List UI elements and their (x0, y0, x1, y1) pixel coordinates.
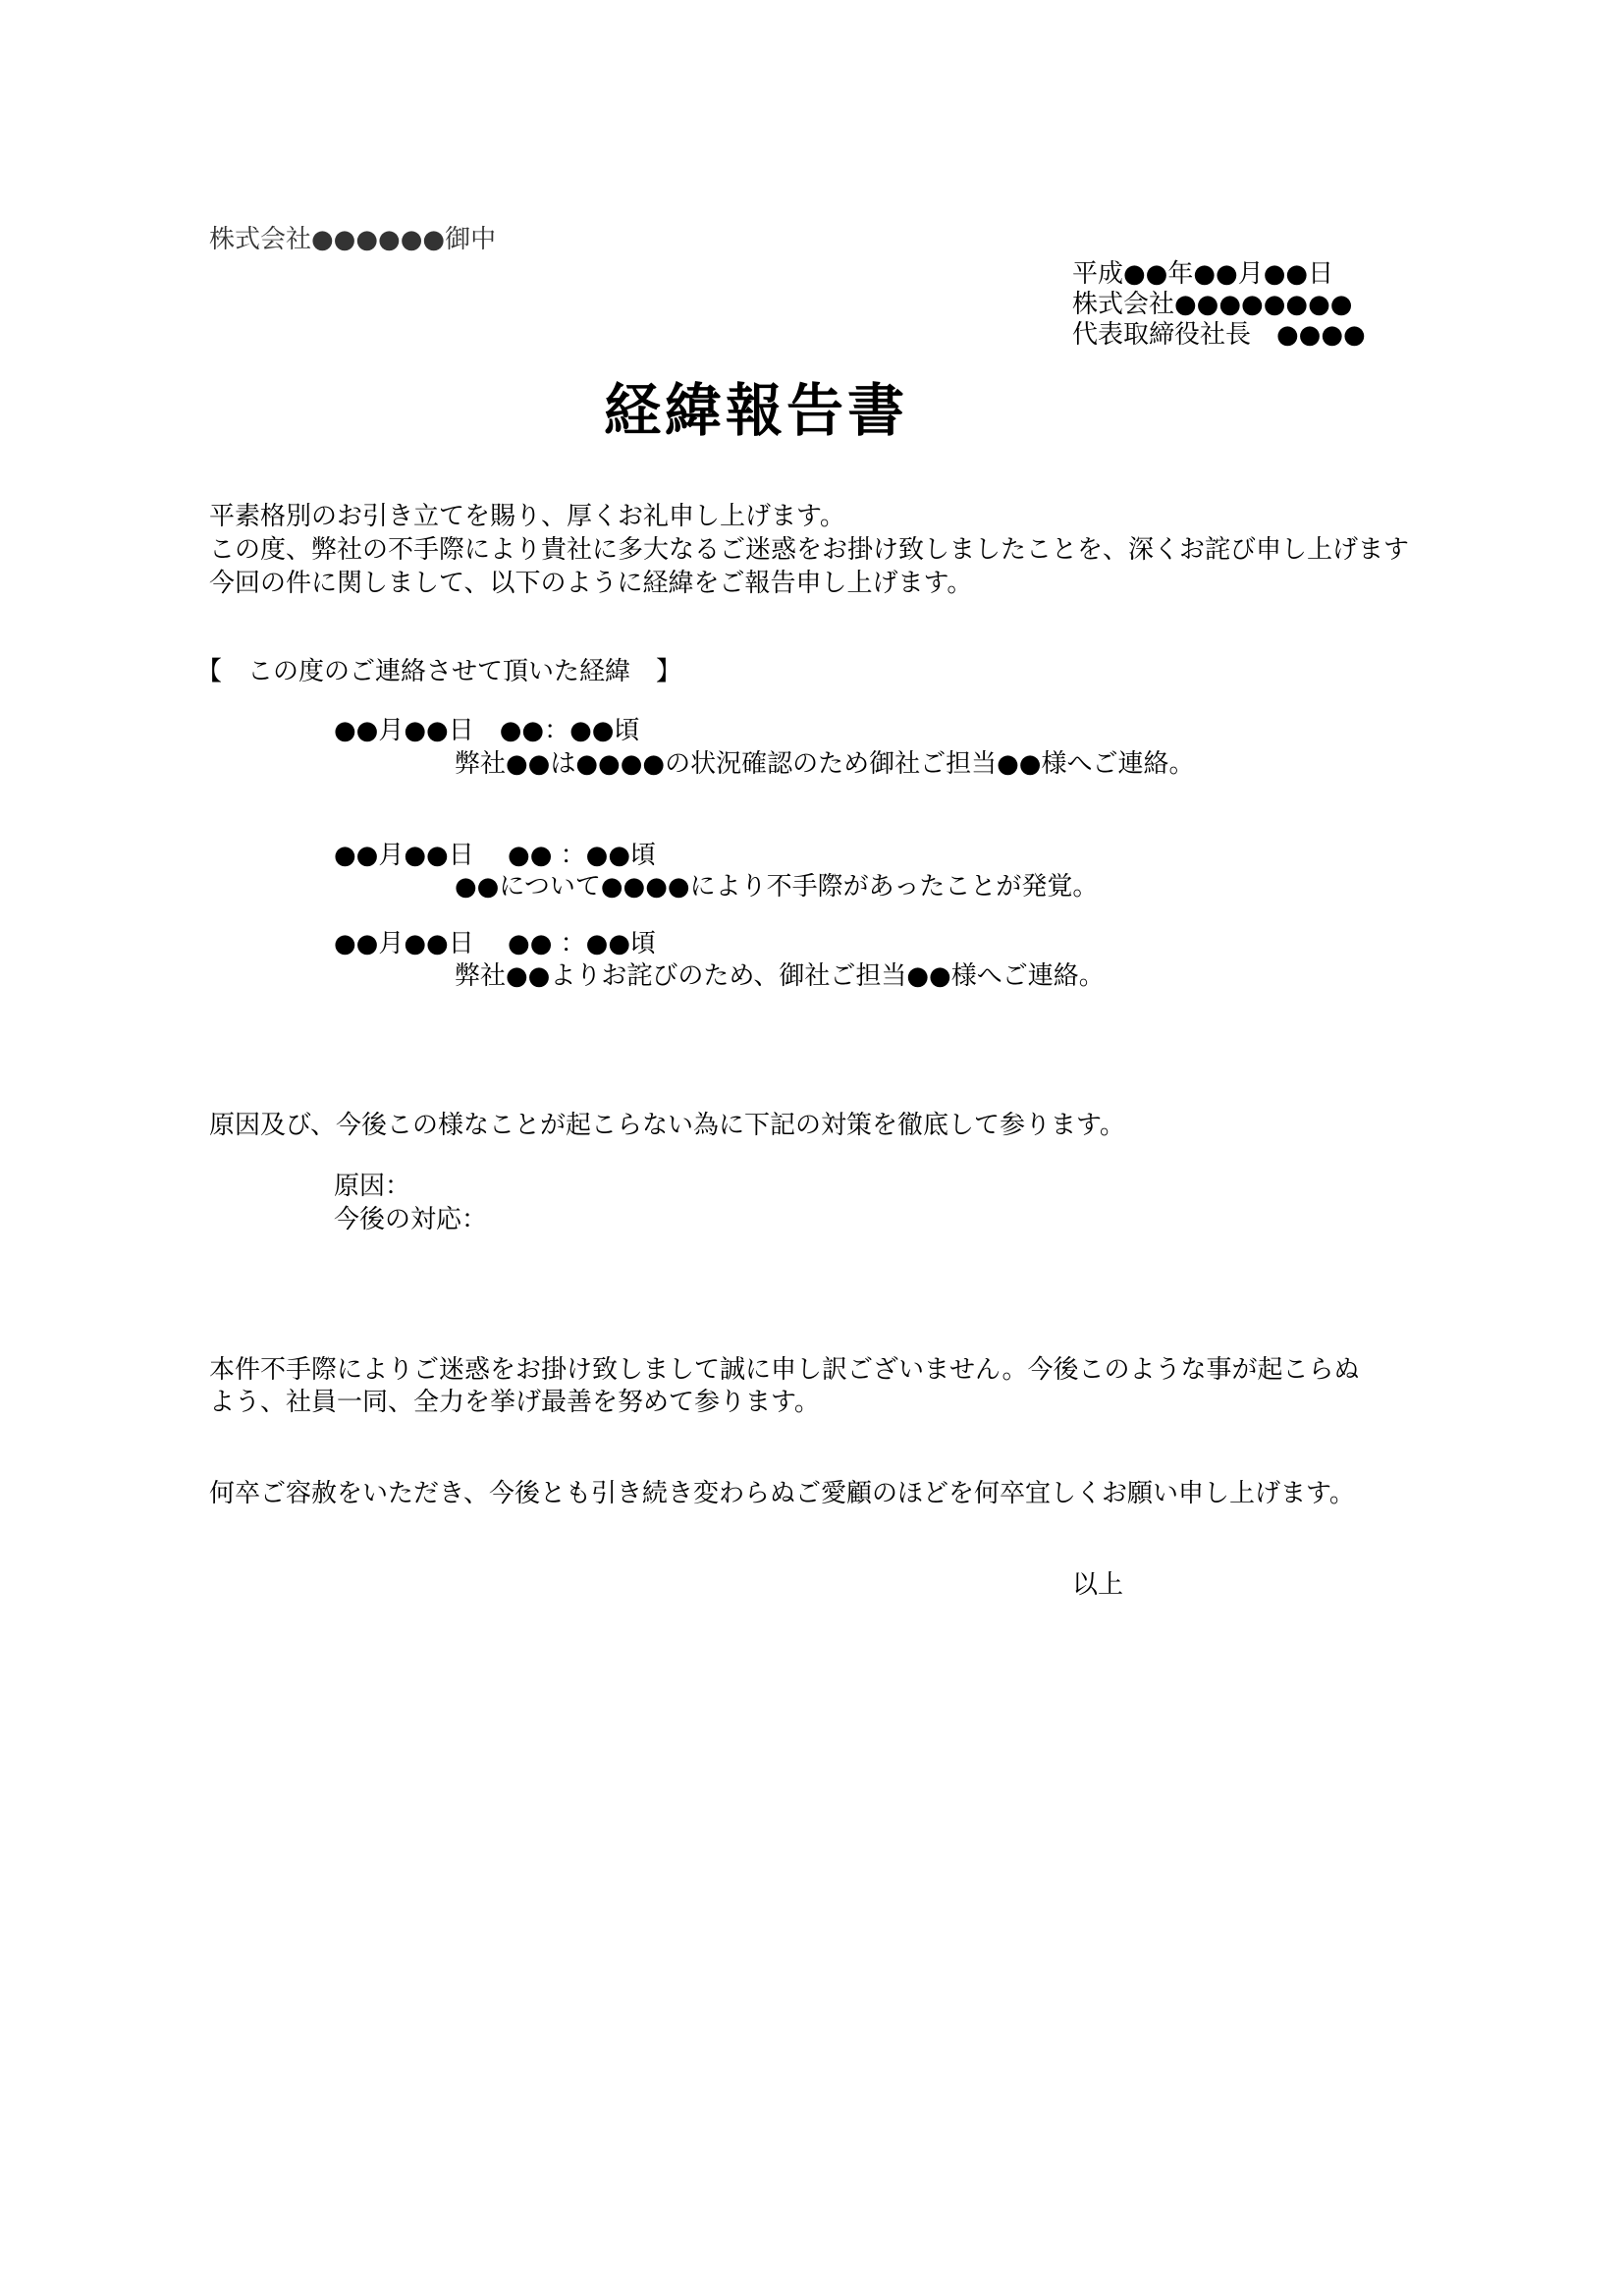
timeline-text: ●●について●●●●により不手際があったことが発覚。 (455, 872, 1099, 902)
greeting-line: 平素格別のお引き立てを賜り、厚くお礼申し上げます。 (209, 502, 845, 531)
greeting-line: この度、弊社の不手際により貴社に多大なるご迷惑をお掛け致しましたことを、深くお詫び申し上げます (209, 535, 1410, 565)
timeline-time: ●●月●●日 ●● ：●●頃 (334, 929, 657, 958)
request-line: 何卒ご容赦をいただき、今後とも引き続き変わらぬご愛顧のほどを何卒宜しくお願い申し上げます。 (209, 1479, 1355, 1508)
document-title: 経緯報告書 (603, 377, 908, 444)
timeline-time: ●●月●●日 ●● ：●●頃 (334, 841, 657, 870)
countermeasure-label: 今後の対応： (334, 1205, 488, 1234)
apology-line: よう、社員一同、全力を挙げ最善を努めて参ります。 (209, 1388, 820, 1417)
document-date: 平成●●年●●月●●日 (1072, 259, 1334, 289)
cause-intro: 原因及び、今後この様なことが起こらない為に下記の対策を徹底して参ります。 (209, 1111, 1125, 1140)
cause-label: 原因： (334, 1172, 411, 1201)
greeting-line: 今回の件に関しまして、以下のように経緯をご報告申し上げます。 (209, 569, 973, 598)
closing: 以上 (1072, 1570, 1124, 1600)
timeline-time: ●●月●●日 ●●：●●頃 (334, 716, 640, 745)
sender-company: 株式会社●●●●●●●● (1072, 290, 1353, 319)
section-heading: 【 この度のご連絡させて頂いた経緯 】 (196, 657, 682, 686)
apology-line: 本件不手際によりご迷惑をお掛け致しまして誠に申し訳ございません。今後このような事が起こらぬ (209, 1355, 1360, 1385)
sender-representative: 代表取締役社長 ●●●● (1072, 320, 1366, 350)
timeline-text: 弊社●●よりお詫びのため、御社ご担当●●様へご連絡。 (455, 961, 1105, 991)
timeline-text: 弊社●●は●●●●の状況確認のため御社ご担当●●様へご連絡。 (455, 749, 1195, 779)
addressee: 株式会社●●●●●●御中 (209, 225, 497, 254)
